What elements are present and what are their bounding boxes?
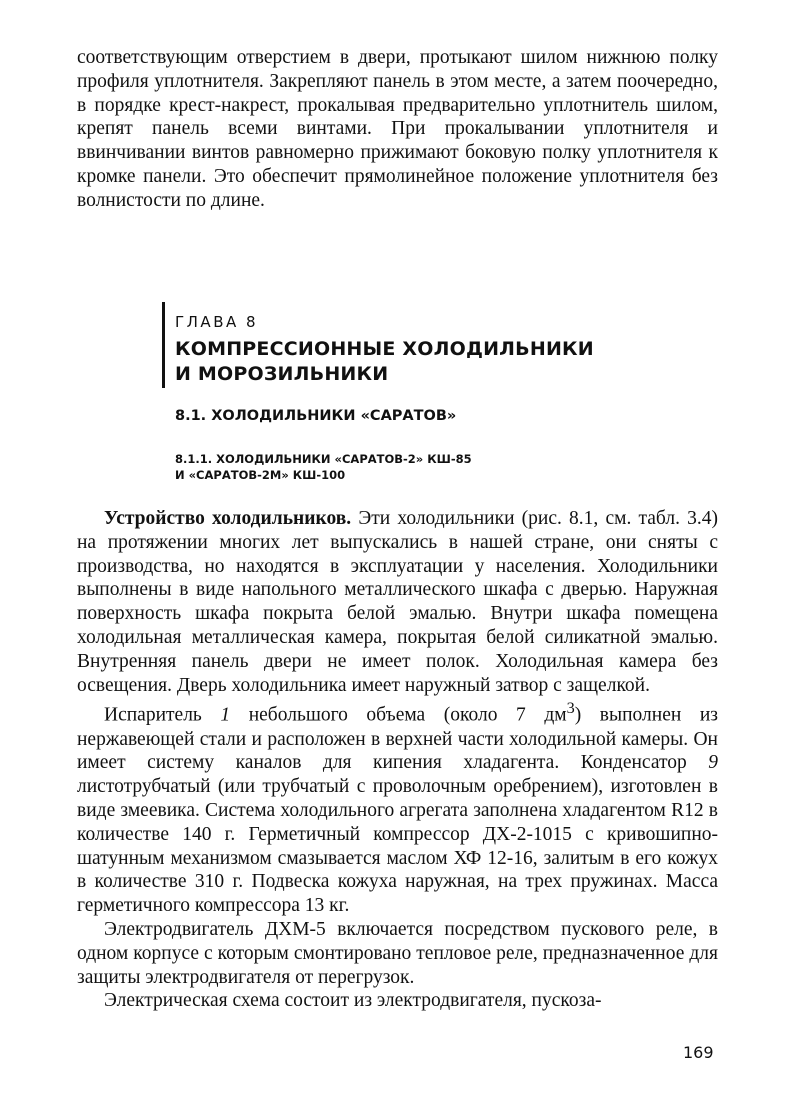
paragraph-device-text: Эти холодильники (рис. 8.1, см. табл. 3.4) на протяжении многих лет выпускались в нашей стране, они сняты с производства, но находятся в эксплуатации у населения. Холодильники выполнены в виде напольного металлического шкафа с дверью. Наружная поверхность шкафа покрыта белой эмалью. Внутри шкафа помещена холодильная металлическая камера, покрытая белой силикатной эмалью. Внутренняя панель двери не имеет полок. Холодильная камера без освещения. Дверь холодильника имеет наружный затвор с защелкой.: [77, 508, 718, 696]
page-number: 169: [683, 1043, 714, 1062]
main-text: [77, 507, 718, 1013]
paragraph-motor: Электродвигатель ДХМ-5 включается посредством пускового реле, в одном корпусе с которым смонтировано тепловое реле, предназначенное для защиты электродвигателя от перегрузок.: [77, 919, 718, 988]
paragraph-evaporator: [77, 697, 718, 918]
paragraph-evaporator-text-d: листотрубчатый (или трубчатый с проволочным оребрением), изготовлен в виде змеевика. Система холодильного агрегата заполнена хладагентом R12 в количестве 140 г. Герметичный компрессор ДХ-2-1015 с кривошипно-шатунным механизмом смазывается маслом ХФ 12-16, залитым в его кожух в количестве 310 г. Подвеска кожуха наружная, на трех пружинах. Масса герметичного компрессора 13 кг.: [77, 776, 718, 917]
chapter-heading: [162, 300, 695, 387]
run-in-heading: Устройство холодильников.: [104, 508, 352, 529]
paragraph-device: [77, 507, 718, 697]
chapter-title-line2: И МОРОЗИЛЬНИКИ: [175, 363, 389, 385]
subsection-title-line1: 8.1.1. ХОЛОДИЛЬНИКИ «САРАТОВ-2» КШ-85: [175, 452, 472, 466]
figure-ref-1: 1: [220, 704, 231, 726]
top-paragraph: соответствующим отверстием в двери, протыкают шилом нижнюю полку профиля уплотнителя. Закрепляют панель в этом месте, а затем поочередно, в порядке крест-накрест, прокалывая предварительно уплотнитель шилом, крепят панель всеми винтами. При прокалывании уплотнителя и ввинчивании винтов равномерно прижимают боковую полку уплотнителя к кромке панели. Это обеспечит прямолинейное положение уплотнителя без волнистости по длине.: [77, 47, 718, 211]
paragraph-evaporator-text-a: Испаритель: [104, 704, 221, 726]
paragraph-evaporator-text-b: небольшого объема (около 7 дм: [230, 704, 567, 726]
superscript-3: 3: [566, 699, 575, 718]
paragraph-electric-scheme: Электрическая схема состоит из электродвигателя, пускоза-: [104, 990, 602, 1012]
subsection-title: [175, 451, 472, 483]
paragraph-evaporator-text-c: ) выполнен из нержавеющей стали и расположен в верхней части холодильной камеры. Он имеет систему каналов для кипения хладагента. Конденсатор: [77, 704, 718, 774]
subsection-title-line2: И «САРАТОВ-2М» КШ-100: [175, 468, 346, 482]
section-title: 8.1. ХОЛОДИЛЬНИКИ «САРАТОВ»: [175, 408, 457, 424]
figure-ref-9: 9: [708, 752, 718, 774]
chapter-title-line1: КОМПРЕССИОННЫЕ ХОЛОДИЛЬНИКИ: [175, 338, 594, 360]
chapter-label: ГЛАВА 8: [175, 313, 259, 331]
